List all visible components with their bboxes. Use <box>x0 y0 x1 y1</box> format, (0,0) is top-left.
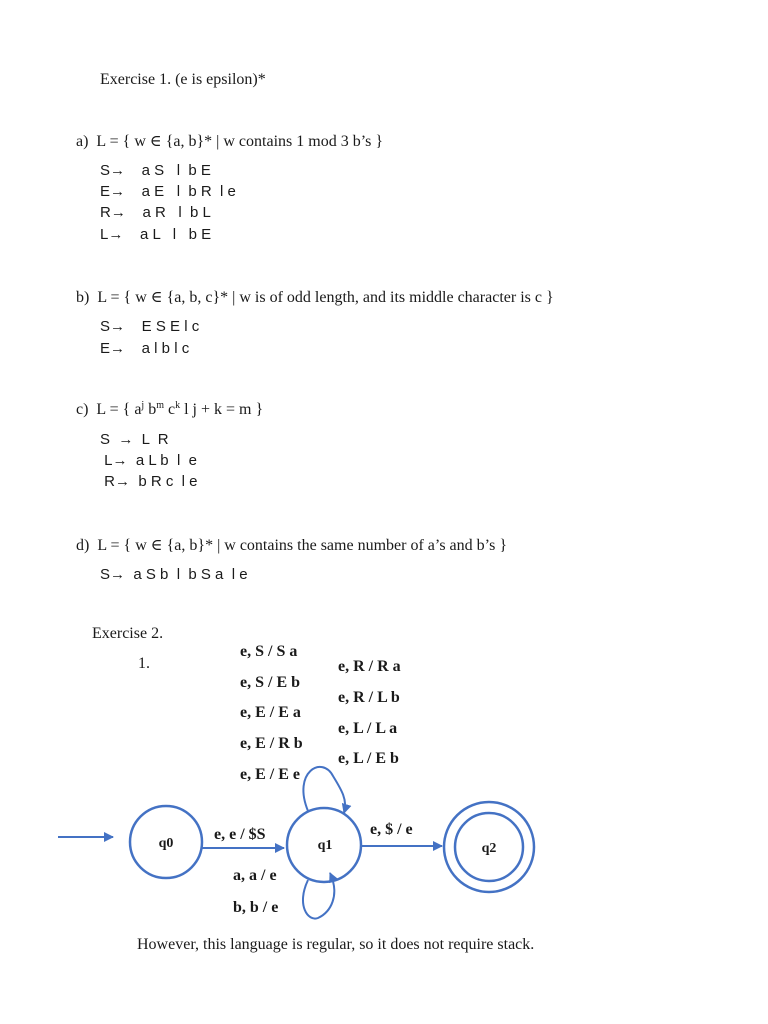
transition-label: e, e / $S <box>214 826 266 843</box>
transition-label: a, a / e <box>233 867 277 884</box>
exponent-j: j <box>141 400 145 411</box>
transition-label: e, L / L a <box>338 720 398 737</box>
grammar-rule: E→ a l b l c <box>100 340 190 357</box>
grammar-rule: L→ a L l b E <box>100 226 212 243</box>
part-a-heading: a) L = { w ∈ {a, b}* | w contains 1 mod 3 b’s } <box>76 133 384 150</box>
loop-top <box>303 767 345 813</box>
exercise1-title: Exercise 1. (e is epsilon)* <box>100 71 266 88</box>
state-label: q2 <box>481 841 497 856</box>
exponent-m: m <box>156 400 164 411</box>
part-d-heading: d) L = { w ∈ {a, b}* | w contains the same number of a’s and b’s } <box>76 537 507 554</box>
exercise2-title: Exercise 2. <box>92 625 164 642</box>
grammar-rule: S → L R <box>100 431 169 448</box>
transition-label: b, b / e <box>233 899 279 916</box>
transition-label: e, E / E e <box>240 766 300 783</box>
part-c-text: b <box>144 401 157 418</box>
grammar-rule: E→ a E l b R l e <box>100 183 236 200</box>
grammar-rule: R→ a R l b L <box>100 204 211 221</box>
grammar-rule: L→ a L b l e <box>100 452 197 469</box>
closing-note: However, this language is regular, so it does not require stack. <box>137 936 535 953</box>
grammar-rule: S→ E S E l c <box>100 318 200 335</box>
exponent-k: k <box>175 400 181 411</box>
item-number: 1. <box>138 655 150 672</box>
loop-bottom <box>303 873 334 919</box>
part-c-text: l j + k = m } <box>180 401 264 418</box>
grammar-rule: R→ b R c l e <box>100 473 198 490</box>
state-label: q1 <box>317 838 333 853</box>
grammar-rule: S→ a S b l b S a l e <box>100 566 248 583</box>
transition-label: e, E / E a <box>240 704 301 721</box>
part-c-text: c) L = { a <box>76 401 142 418</box>
transition-label: e, L / E b <box>338 750 399 767</box>
grammar-rule: S→ a S l b E <box>100 162 211 179</box>
part-c-text: c <box>163 401 176 418</box>
part-b-heading: b) L = { w ∈ {a, b, c}* | w is of odd length, and its middle character is c } <box>76 289 554 306</box>
state-label: q0 <box>158 836 174 851</box>
transition-label: e, R / R a <box>338 658 401 675</box>
transition-label: e, $ / e <box>370 821 413 838</box>
transition-label: e, R / L b <box>338 689 400 706</box>
transition-label: e, E / R b <box>240 735 303 752</box>
transition-label: e, S / S a <box>240 643 298 660</box>
transition-label: e, S / E b <box>240 674 301 691</box>
